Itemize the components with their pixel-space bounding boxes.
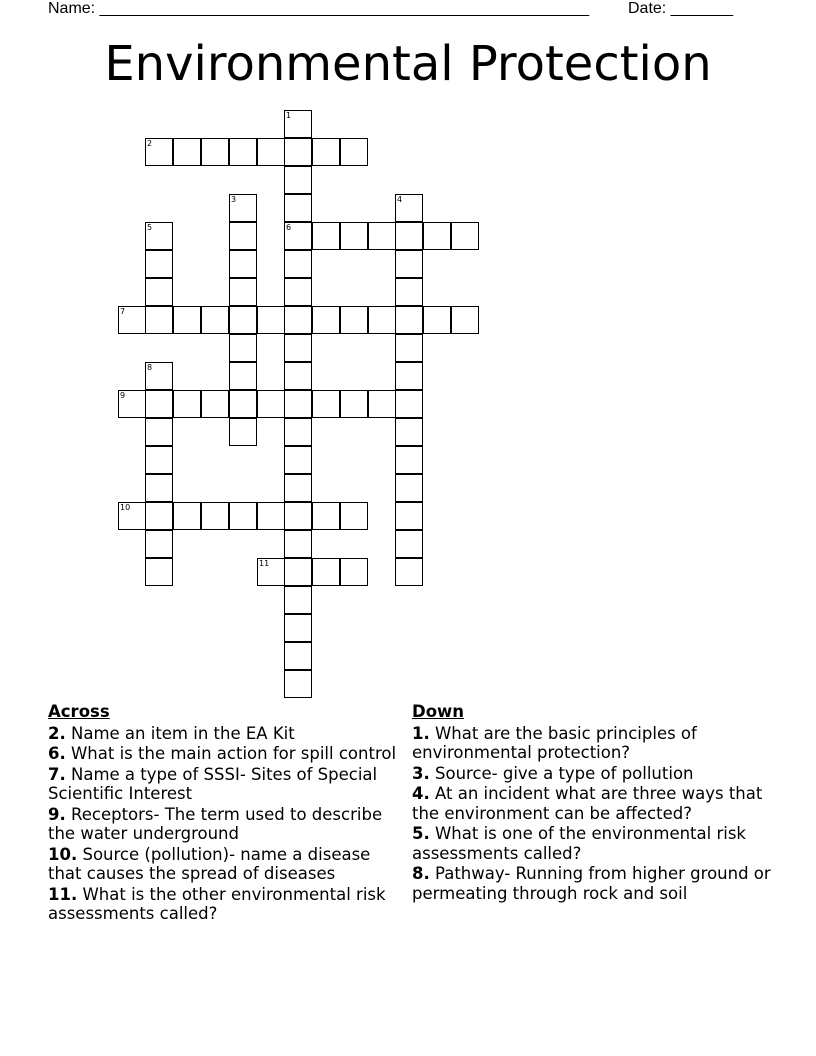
crossword-cell[interactable] [201,138,229,166]
clue-number: 4. [412,784,430,803]
crossword-cell[interactable] [368,306,396,334]
down-clues [412,702,772,904]
crossword-cell[interactable] [395,306,423,334]
crossword-cell[interactable] [229,418,257,446]
crossword-cell[interactable] [257,138,285,166]
page-title: Environmental Protection [104,36,712,92]
crossword-cell[interactable] [284,670,312,698]
crossword-cell[interactable] [145,446,173,474]
clue-text: What is one of the environmental risk assessments called? [412,824,746,863]
crossword-cell[interactable] [312,306,340,334]
down-clue [412,764,772,784]
crossword-cell[interactable] [118,502,146,530]
crossword-cell[interactable] [118,306,146,334]
crossword-cell[interactable] [173,390,201,418]
cell-number: 5 [147,223,153,232]
across-clues [48,702,400,925]
crossword-cell[interactable] [340,222,368,250]
crossword-cell[interactable] [284,166,312,194]
crossword-cell[interactable] [229,306,257,334]
crossword-cell[interactable] [395,194,423,222]
crossword-cell[interactable] [257,306,285,334]
crossword-cell[interactable] [284,418,312,446]
crossword-cell[interactable] [395,474,423,502]
cell-number: 6 [286,223,292,232]
crossword-cell[interactable] [284,614,312,642]
clue-text: Name an item in the EA Kit [65,723,295,743]
clue-text: What is the other environmental risk assessments called? [48,884,386,923]
cell-number: 9 [120,391,126,400]
crossword-cell[interactable] [173,306,201,334]
clue-number: 11. [48,884,78,904]
crossword-cell[interactable] [229,138,257,166]
crossword-cell[interactable] [145,390,173,418]
crossword-cell[interactable] [368,222,396,250]
crossword-cell[interactable] [145,474,173,502]
clue-text: Pathway- Running from higher ground or permeating through rock and soil [412,864,771,903]
crossword-cell[interactable] [229,362,257,390]
crossword-cell[interactable] [312,138,340,166]
crossword-cell[interactable] [395,558,423,586]
clue-text: Receptors- The term used to describe the water underground [48,804,383,843]
crossword-cell[interactable] [368,390,396,418]
crossword-cell[interactable] [395,390,423,418]
cell-number: 11 [259,559,270,568]
date-field-label: Date: _______ [628,0,733,17]
crossword-cell[interactable] [284,110,312,138]
crossword-cell[interactable] [284,530,312,558]
cell-number: 8 [147,363,153,372]
crossword-cell[interactable] [312,558,340,586]
crossword-cell[interactable] [145,362,173,390]
crossword-cell[interactable] [229,334,257,362]
crossword-cell[interactable] [312,502,340,530]
crossword-cell[interactable] [257,390,285,418]
crossword-cell[interactable] [451,306,479,334]
crossword-cell[interactable] [395,278,423,306]
across-clue [48,885,400,924]
crossword-cell[interactable] [395,502,423,530]
crossword-cell[interactable] [173,502,201,530]
down-heading: Down [412,702,465,721]
clue-text: What is the main action for spill control [65,744,397,763]
crossword-cell[interactable] [395,530,423,558]
clue-text: At an incident what are three ways that the environment can be affected? [412,784,763,823]
crossword-cell[interactable] [118,390,146,418]
crossword-cell[interactable] [312,222,340,250]
cell-number: 2 [147,139,153,148]
down-clue [412,864,772,903]
across-clue [48,765,400,804]
crossword-cell[interactable] [201,390,229,418]
crossword-cell[interactable] [229,390,257,418]
across-clue [48,845,400,884]
clue-number: 10. [48,844,78,864]
cell-number: 10 [120,503,131,512]
crossword-cell[interactable] [201,306,229,334]
down-clue [412,824,772,863]
crossword-cell[interactable] [284,222,312,250]
across-clue [48,744,400,764]
crossword-cell[interactable] [145,278,173,306]
clue-number: 6. [48,744,66,763]
crossword-cell[interactable] [284,362,312,390]
across-heading: Across [48,702,110,721]
clue-text: Source- give a type of pollution [429,763,694,783]
crossword-cell[interactable] [145,138,173,166]
clue-number: 9. [48,804,66,824]
crossword-cell[interactable] [395,362,423,390]
crossword-cell[interactable] [395,418,423,446]
crossword-cell[interactable] [145,222,173,250]
crossword-cell[interactable] [229,250,257,278]
crossword-cell[interactable] [145,306,173,334]
crossword-cell[interactable] [229,194,257,222]
crossword-cell[interactable] [451,222,479,250]
crossword-cell[interactable] [395,250,423,278]
crossword-cell[interactable] [340,138,368,166]
crossword-cell[interactable] [229,278,257,306]
crossword-cell[interactable] [284,334,312,362]
clue-number: 3. [412,763,430,783]
crossword-cell[interactable] [145,502,173,530]
cell-number: 7 [120,307,126,316]
crossword-cell[interactable] [395,446,423,474]
crossword-cell[interactable] [229,502,257,530]
crossword-cell[interactable] [145,558,173,586]
clue-text: Source (pollution)- name a disease that causes the spread of diseases [48,844,371,883]
crossword-cell[interactable] [340,502,368,530]
clue-text: What are the basic principles of environmental protection? [412,723,697,762]
crossword-cell[interactable] [312,390,340,418]
cell-number: 1 [286,111,292,120]
down-clue [412,784,772,823]
crossword-cell[interactable] [173,138,201,166]
cell-number: 3 [231,195,237,204]
crossword-cell[interactable] [423,306,451,334]
clue-number: 5. [412,824,430,843]
crossword-cell[interactable] [395,334,423,362]
clue-number: 1. [412,723,430,743]
crossword-cell[interactable] [284,306,312,334]
crossword-cell[interactable] [340,306,368,334]
crossword-cell[interactable] [284,502,312,530]
crossword-cell[interactable] [284,642,312,670]
clue-number: 7. [48,764,66,784]
crossword-cell[interactable] [284,446,312,474]
crossword-cell[interactable] [201,502,229,530]
crossword-cell[interactable] [284,390,312,418]
cell-number: 4 [397,195,403,204]
crossword-cell[interactable] [229,222,257,250]
crossword-cell[interactable] [395,222,423,250]
crossword-cell[interactable] [284,278,312,306]
crossword-cell[interactable] [284,474,312,502]
crossword-cell[interactable] [284,586,312,614]
down-clue [412,724,772,763]
crossword-cell[interactable] [145,250,173,278]
crossword-cell[interactable] [284,250,312,278]
crossword-cell[interactable] [284,138,312,166]
across-clue [48,724,400,744]
crossword-cell[interactable] [340,558,368,586]
clue-text: Name a type of SSSI- Sites of Special Scientific Interest [48,764,378,803]
name-field-label: Name: _______________________________________________________ [48,0,589,17]
crossword-cell[interactable] [145,418,173,446]
crossword-cell[interactable] [423,222,451,250]
crossword-cell[interactable] [340,390,368,418]
crossword-cell[interactable] [284,194,312,222]
across-clue [48,805,400,844]
clue-number: 2. [48,723,66,743]
crossword-cell[interactable] [284,558,312,586]
clue-number: 8. [412,864,430,883]
crossword-cell[interactable] [257,558,285,586]
crossword-cell[interactable] [257,502,285,530]
crossword-cell[interactable] [145,530,173,558]
